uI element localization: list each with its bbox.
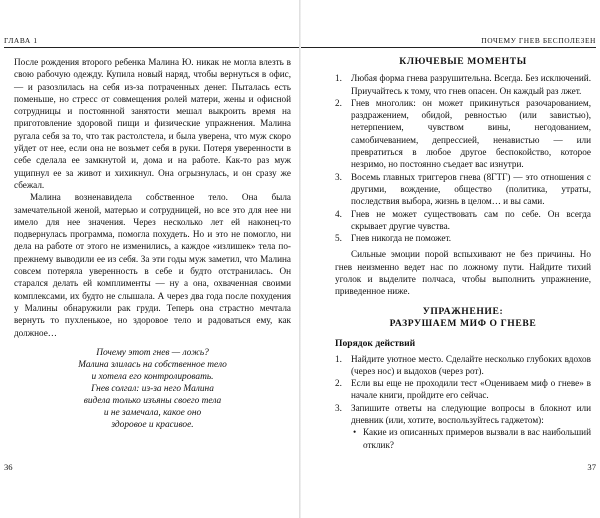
page-number-left: 36 xyxy=(4,462,13,472)
epigraph-line: Гнев солгал: из-за него Малина xyxy=(91,383,214,394)
list-number: 1. xyxy=(335,73,342,84)
step-item xyxy=(335,353,591,378)
list-item xyxy=(335,72,591,97)
step-number: 3. xyxy=(335,402,342,413)
epigraph-line: Почему этот гнев — ложь? xyxy=(96,347,209,358)
step-item xyxy=(335,402,591,427)
header-rule-left xyxy=(4,47,299,48)
list-item-text: Гнев многолик: он может прикинуться разочарованием, раздражением, обидой, ревностью (или завистью), нетерпением, чувством вины, негодованием, самобичеванием, депрессией, ненавистью — или превратиться в любое другое беспокойство, которое незримо, но постоянно съедает вас изнутри. xyxy=(351,97,591,170)
exercise-heading-line-1: УПРАЖНЕНИЕ: xyxy=(422,305,504,317)
step-item xyxy=(335,377,591,402)
left-body-text xyxy=(14,56,291,431)
list-item xyxy=(335,208,591,233)
right-page xyxy=(301,0,600,518)
bullet-item: • Какие из описанных примеров вызвали в вас наибольший отклик? xyxy=(353,426,591,451)
closing-paragraph: Сильные эмоции порой вспыхивают не без причины. Но гнев неизменно ведет нас по ложному пути. Найдите тихий уголок и выделите полчаса, чтобы выполнить упражнение, приведенное ниже. xyxy=(335,249,591,297)
list-number: 4. xyxy=(335,208,342,219)
list-item xyxy=(335,171,591,208)
right-body-text xyxy=(335,56,591,451)
exercise-heading-line-2: РАЗРУШАЕМ МИФ О ГНЕВЕ xyxy=(389,317,537,329)
step-number: 2. xyxy=(335,378,342,389)
list-item xyxy=(335,97,591,171)
list-item-text: Любая форма гнева разрушительна. Всегда. Без исключений. Приучайтесь к тому, что гнев опасен. Он каждый раз лжет. xyxy=(351,73,591,96)
running-head-right: ПОЧЕМУ ГНЕВ БЕСПОЛЕЗЕН xyxy=(481,36,596,45)
list-item-text: Восемь главных триггеров гнева (8ГТГ) — это отношения с другими, вождение, общество (политика, утраты, последствия выбора, жизнь в целом… и вы сами. xyxy=(351,171,591,207)
step-number: 1. xyxy=(335,353,342,364)
epigraph-line: видела только изъяны своего тела xyxy=(83,395,222,406)
epigraph-line: и не замечала, какое оно xyxy=(103,407,202,418)
key-points-heading: КЛЮЧЕВЫЕ МОМЕНТЫ xyxy=(399,56,527,67)
list-number: 5. xyxy=(335,233,342,244)
step-text: Запишите ответы на следующие вопросы в блокнот или дневник (или, хотите, воспользуйтесь гаджетом): xyxy=(351,402,591,426)
list-number: 3. xyxy=(335,171,342,182)
list-number: 2. xyxy=(335,97,342,108)
header-rule-right xyxy=(301,47,596,48)
list-item xyxy=(335,232,591,244)
step-text: Найдите уютное место. Сделайте несколько глубоких вдохов (через нос) и выдохов (через рот). xyxy=(351,353,591,376)
paragraph-1: После рождения второго ребенка Малина Ю. никак не могла влезть в свою рабочую одежду. Купила новый наряд, чтобы вернуться в офис, — и разозлилась на себя из-за потраченных денег. Пыталась есть поменьше, но стресс от совмещения ролей матери, жены и офисной сотрудницы и постоянной занятости мешал выкроить время на приготовление здоровой пищи и физические упражнения. Малина ругала себя за то, что так растолстела, и была уверена, что муж скоро уйдет от нее, если она не возьмет себя в руки. Потеря уверенности в себе сделала ее замкнутой и, дома и на работе. Как-то раз муж ущипнул ее за живот и хихикнул. Она огрызнулась, и он сразу же сбежал. xyxy=(14,57,291,190)
steps-list xyxy=(335,353,591,427)
left-page xyxy=(0,0,299,518)
epigraph-line: и хотела его контролировать. xyxy=(91,371,214,382)
list-item-text: Гнев не может существовать сам по себе. Он всегда скрывает другие чувства. xyxy=(351,208,591,231)
epigraph-line: здоровое и красивое. xyxy=(111,419,194,430)
paragraph-2: Малина возненавидела собственное тело. Она была замечательной женой, матерью и сотрудницей, но все это для нее ни имело для нее значения. Через несколько лет ей наконец-то подвернулась программа, помогла похудеть. Но и это не помогло, ни дела на работе от этого не изменились, а каждое «излишек» тела по-прежнему выводили ее из себя. За эти годы муж заметил, что Малина совсем потеряла уверенность в себе и будто отстранилась. Он старался делать ей комплименты — ну а она, охваченная своими комплексами, их будто не слышала. А через два года после похудения у Малины обнаружили рак груди. Теперь она страстно мечтала вернуть то пухленькое, но здоровое тело и радоваться ему, как должное… xyxy=(14,192,291,338)
key-points-list xyxy=(335,72,591,244)
sub-bullet-list xyxy=(335,426,591,451)
step-text: Если вы еще не проходили тест «Оцениваем миф о гневе» в начале книги, пройдите его сейчас. xyxy=(351,378,591,401)
page-number-right: 37 xyxy=(587,462,596,472)
list-item-text: Гнев никогда не поможет. xyxy=(351,233,452,244)
running-head-left: ГЛАВА 1 xyxy=(4,36,38,45)
epigraph-line: Малина злилась на собственное тело xyxy=(78,359,227,370)
procedure-heading: Порядок действий xyxy=(335,338,416,350)
epigraph xyxy=(14,347,291,431)
